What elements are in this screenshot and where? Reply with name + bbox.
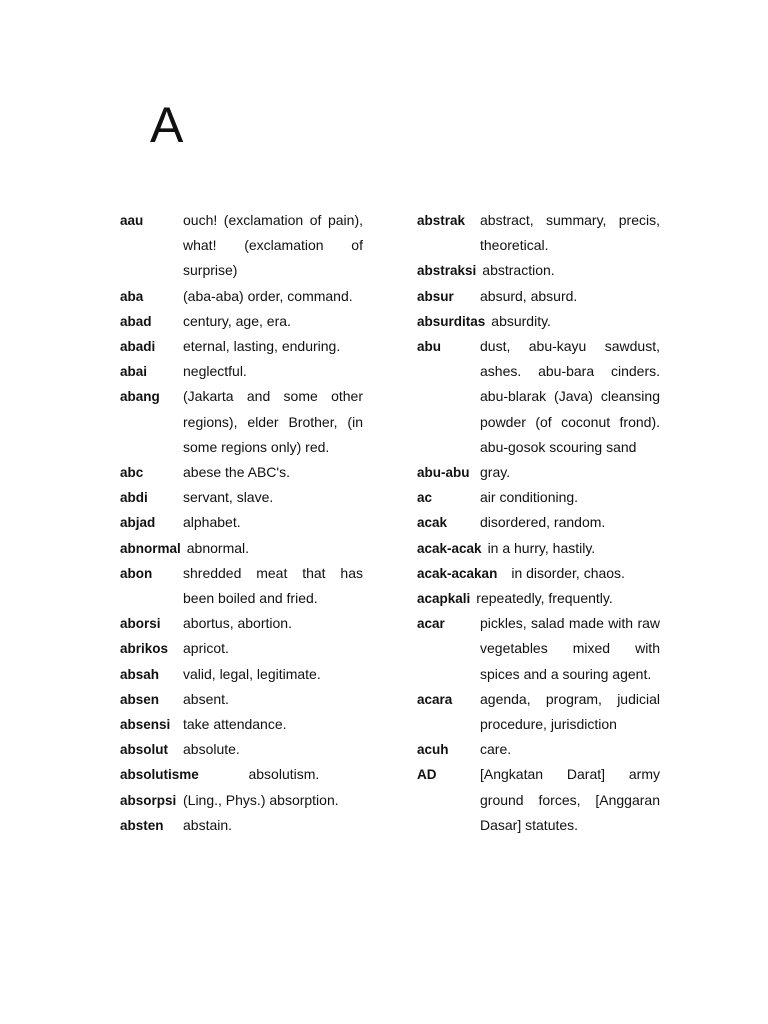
- dictionary-entry: [120, 536, 363, 561]
- definition: abstain.: [183, 816, 233, 833]
- headword: abu-abu: [417, 465, 470, 481]
- headword: abstrak: [417, 213, 466, 228]
- dictionary-entry: [417, 536, 660, 561]
- headword: abadi: [120, 339, 156, 355]
- headword: acak-acakan: [417, 565, 498, 581]
- headword: abc: [120, 465, 144, 481]
- definition: alphabet.: [183, 514, 241, 531]
- headword: abdi: [120, 490, 148, 506]
- dictionary-entry: [417, 510, 660, 535]
- headword: absurditas: [417, 313, 486, 329]
- definition: absurd, absurd.: [480, 287, 578, 304]
- headword: ac: [417, 490, 433, 506]
- headword: absensi: [120, 717, 171, 733]
- dictionary-entry: [120, 334, 363, 359]
- headword: acak-acak: [417, 540, 482, 556]
- headword: acara: [417, 691, 453, 707]
- headword: aau: [120, 213, 144, 228]
- headword: abu: [417, 339, 442, 355]
- definition: take attendance.: [183, 716, 287, 733]
- section-letter: A: [150, 97, 184, 153]
- dictionary-entry: [417, 208, 660, 258]
- definition: abese the ABC's.: [183, 464, 290, 481]
- definition: in a hurry, hastily.: [487, 539, 596, 556]
- dictionary-entry: [120, 737, 363, 762]
- headword: acuh: [417, 742, 449, 758]
- dictionary-entry: [120, 813, 363, 838]
- dictionary-entry: [120, 485, 363, 510]
- dictionary-entry: [120, 309, 363, 334]
- dictionary-entry: [120, 712, 363, 737]
- dictionary-entry: [120, 510, 363, 535]
- dictionary-entry: [417, 762, 660, 838]
- headword: abai: [120, 364, 148, 380]
- definition: eternal, lasting, enduring.: [183, 338, 341, 355]
- dictionary-entry: [120, 611, 363, 636]
- dictionary-entry: [417, 460, 660, 485]
- definition: century, age, era.: [183, 312, 291, 329]
- definition: abnormal.: [186, 539, 250, 556]
- headword: absen: [120, 691, 160, 707]
- definition: abstract, summary, precis, theoretical.: [480, 212, 660, 254]
- headword: aba: [120, 288, 144, 304]
- definition: repeatedly, frequently.: [476, 590, 613, 607]
- dictionary-entry: [120, 687, 363, 712]
- dictionary-entry: [417, 561, 660, 586]
- dictionary-entry: [417, 334, 660, 460]
- headword: abnormal: [120, 540, 181, 556]
- headword: abrikos: [120, 641, 169, 657]
- headword: abjad: [120, 515, 156, 531]
- dictionary-entry: [120, 662, 363, 687]
- definition: absent.: [183, 690, 229, 707]
- dictionary-entry: [120, 460, 363, 485]
- definition: shredded meat that has been boiled and fried.: [183, 564, 363, 607]
- definition: abortus, abortion.: [183, 615, 292, 632]
- dictionary-entry: [417, 485, 660, 510]
- headword: absorpsi: [120, 792, 177, 808]
- dictionary-entry: [417, 284, 660, 309]
- dictionary-entry: [120, 359, 363, 384]
- dictionary-entry: [120, 788, 363, 813]
- headword: aborsi: [120, 616, 161, 632]
- headword: absolutisme: [120, 767, 199, 783]
- dictionary-column-right: [417, 208, 660, 838]
- definition: (Jakarta and some other regions), elder Brother, (in some regions only) red.: [183, 388, 363, 455]
- dictionary-entry: [120, 384, 363, 460]
- headword: abang: [120, 389, 160, 405]
- definition: (aba-aba) order, command.: [183, 287, 353, 304]
- definition: ouch! (exclamation of pain), what! (exclamation of surprise): [183, 212, 363, 279]
- definition: [Angkatan Darat] army ground forces, [Anggaran Dasar] statutes.: [480, 766, 660, 833]
- dictionary-column-left: [120, 208, 363, 838]
- definition: absolute.: [183, 741, 240, 758]
- headword: AD: [417, 767, 437, 783]
- dictionary-entry: [417, 309, 660, 334]
- headword: absah: [120, 666, 160, 682]
- dictionary-entry: [120, 636, 363, 661]
- definition: air conditioning.: [480, 489, 579, 506]
- dictionary-entry: [417, 687, 660, 737]
- definition: absurdity.: [491, 312, 551, 329]
- dictionary-entry: [120, 561, 363, 611]
- definition: agenda, program, judicial procedure, jurisdiction: [480, 690, 660, 733]
- definition: dust, abu-kayu sawdust, ashes. abu-bara cinders. abu-blarak (Java) cleansing powder (of coconut frond). abu-gosok scouring sand: [480, 338, 660, 455]
- definition: in disorder, chaos.: [511, 564, 625, 581]
- definition: valid, legal, legitimate.: [183, 665, 321, 682]
- dictionary-entry: [120, 208, 363, 284]
- definition: servant, slave.: [183, 489, 274, 506]
- definition: gray.: [480, 464, 511, 481]
- definition: absolutism.: [248, 766, 320, 783]
- headword: absolut: [120, 742, 169, 758]
- dictionary-entry: [120, 284, 363, 309]
- headword: absten: [120, 817, 164, 833]
- definition: disordered, random.: [480, 514, 606, 531]
- dictionary-entry: [417, 611, 660, 687]
- dictionary-entry: [417, 258, 660, 283]
- dictionary-entry: [120, 762, 363, 787]
- headword: abad: [120, 313, 152, 329]
- definition: neglectful.: [183, 363, 247, 380]
- headword: acapkali: [417, 591, 471, 607]
- dictionary-entry: [417, 586, 660, 611]
- headword: acar: [417, 616, 445, 632]
- definition: abstraction.: [482, 262, 555, 279]
- dictionary-entry: [417, 737, 660, 762]
- headword: abstraksi: [417, 263, 477, 279]
- headword: abon: [120, 565, 153, 581]
- definition: pickles, salad made with raw vegetables mixed with spices and a souring agent.: [480, 615, 660, 682]
- headword: acak: [417, 515, 448, 531]
- definition: (Ling., Phys.) absorption.: [183, 791, 339, 808]
- definition: apricot.: [183, 640, 229, 657]
- headword: absur: [417, 288, 454, 304]
- definition: care.: [480, 741, 512, 758]
